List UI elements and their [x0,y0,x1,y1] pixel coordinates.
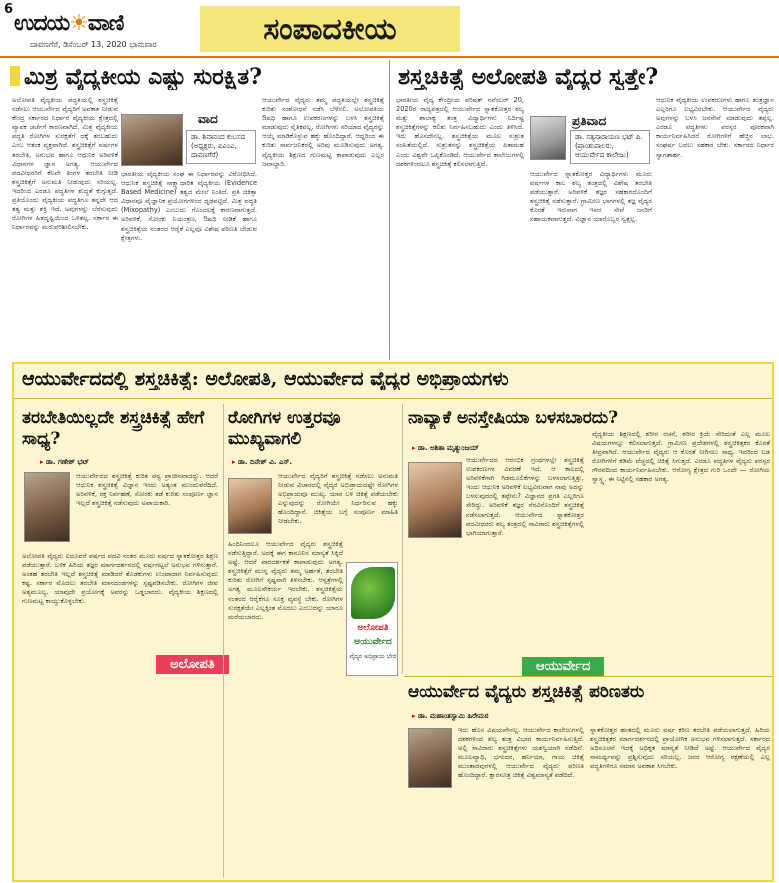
a4-headline: ಆಯುರ್ವೇದ ವೈದ್ಯರು ಶಸ್ತ್ರಚಿಕಿತ್ಸೆ ಪರಿಣತರು [408,682,645,702]
a4-body-left: ಇದು ಹೊಸ ವಿಷಯವೇನಲ್ಲ. ಆಯುರ್ವೇದ ಕಾಲೇಜುಗಳಲ್ಲಿ ದಶಕಗಳಿಂದ ಶಲ್ಯ ತಂತ್ರ ವಿಭಾಗ ಕಾರ್ಯನಿರ್ವಹಿಸುತ್ತಿದೆ. ಅಲ್ಲಿ ಸಾವಿರಾರು ಶಸ್ತ್ರಚಿಕಿತ್ಸೆಗಳು ಯಶಸ್ವಿಯಾಗಿ ನಡೆದಿವೆ. ಮೂಲವ್ಯಾಧಿ, ಭಗಂದರ, ಹರ್ನಿಯಾ, ಗಾಯ ಚಿಕಿತ್ಸೆ ಮುಂತಾದವುಗಳಲ್ಲಿ ಆಯುರ್ವೇದ ವೈದ್ಯರು ಪರಿಣತಿ ಹೊಂದಿದ್ದಾರೆ. ಕ್ಷಾರಸೂತ್ರ ಚಿಕಿತ್ಸೆ ವಿಶ್ವಮಾನ್ಯತೆ ಪಡೆದಿದೆ. [458,726,584,780]
section-banner: ಸಂಪಾದಕೀಯ [200,6,460,52]
a2-headline: ರೋಗಿಗಳ ಉತ್ತರವೂ ಮುಖ್ಯವಾಗಲಿ [228,408,341,449]
band-divider-1 [223,404,224,878]
a3-body-left: ಆಯುರ್ವೇದದ ಆರಂಭಿಕ ಗ್ರಂಥಗಳಲ್ಲೇ ಶಸ್ತ್ರಚಿಕಿತ್ಸೆ ಉಪಕರಣಗಳ ವಿವರಣೆ ಇದೆ. ಆ ಕಾಲದಲ್ಲಿ ಅರಿವಳಿಕೆಗಾಗಿ ಗಿಡಮೂಲಿಕೆಗಳನ್ನು ಬಳಸಲಾಗುತ್ತಿತ್ತು. ಇಂದು ಆಧುನಿಕ ಅರಿವಳಿಕೆ ಲಭ್ಯವಿರುವಾಗ ನಾವು ಅದನ್ನು ಬಳಸುವುದರಲ್ಲಿ ತಪ್ಪೇನು? ವಿಜ್ಞಾನದ ಪ್ರಗತಿ ಎಲ್ಲರಿಗೂ ಸೇರಿದ್ದು. ಅರಿವಳಿಕೆ ತಜ್ಞರ ನೆರವಿನೊಂದಿಗೆ ಶಸ್ತ್ರಚಿಕಿತ್ಸೆ ನಡೆಸಲಾಗುತ್ತದೆ. ಆಯುರ್ವೇದ ಸ್ನಾತಕೋತ್ತರ ಪದವೀಧರರು ಶಲ್ಯ ತಂತ್ರದಲ್ಲಿ ಸಾವಿರಾರು ಶಸ್ತ್ರಚಿಕಿತ್ಸೆಗಳಲ್ಲಿ ಭಾಗಿಯಾಗುತ್ತಾರೆ. [466,456,584,537]
author-photo-left [121,114,183,166]
a1-body: ಅಲೋಪತಿ ವೈದ್ಯರು ಐದೂವರೆ ವರ್ಷದ ಪದವಿ ನಂತರ ಮೂರು ವರ್ಷದ ಸ್ನಾತಕೋತ್ತರ ಶಿಕ್ಷಣ ಪಡೆಯುತ್ತಾರೆ. ಬಳಿಕ ಹಿರಿಯ ತಜ್ಞರ ಮಾರ್ಗದರ್ಶನದಲ್ಲಿ ವರ್ಷಗಟ್ಟಲೆ ಅನುಭವ ಗಳಿಸುತ್ತಾರೆ. ಅಂತಹ ತರಬೇತಿ ಇಲ್ಲದೆ ಶಸ್ತ್ರಚಿಕಿತ್ಸೆ ಮಾಡಿದರೆ ತೊಡಕುಗಳು ಉಂಟಾದಾಗ ನಿರ್ವಹಿಸುವುದು ಕಷ್ಟ. ಸರ್ಕಾರ ಮೊದಲು ತರಬೇತಿ ಮಾನದಂಡಗಳನ್ನು ಸ್ಪಷ್ಟಪಡಿಸಬೇಕು. ರೋಗಿಗಳ ಜೀವ ಅತ್ಯಮೂಲ್ಯ. ಯಾವುದೇ ಪ್ರಯೋಗಕ್ಕೆ ಅವರನ್ನು ಒಡ್ಡಬಾರದು. ವೈದ್ಯಕೀಯ ಶಿಕ್ಷಣದಲ್ಲಿ ಗುಣಮಟ್ಟ ಕಾಯ್ದುಕೊಳ್ಳಬೇಕು. [22,552,218,606]
herb-leaf-icon [351,567,395,619]
band-title: ಆಯುರ್ವೇದದಲ್ಲಿ ಶಸ್ತ್ರಚಿಕಿತ್ಸೆ: ಅಲೋಪತಿ, ಆಯುರ್ವೇದ ವೈದ್ಯರ ಅಭಿಪ್ರಾಯಗಳು [22,368,509,390]
right-article-col-1: ಭಾರತೀಯ ವೈದ್ಯ ಕೇಂದ್ರೀಯ ಪರಿಷತ್ ನವೆಂಬರ್ 20, 2020ರ ರಾಜ್ಯಪತ್ರದಲ್ಲಿ ಆಯುರ್ವೇದ ಸ್ನಾತಕೋತ್ತರ ಶಲ್ಯ ಮತ್ತು ಶಾಲಾಕ್ಯ ತಂತ್ರ ವಿದ್ಯಾರ್ಥಿಗಳು ನಿರ್ದಿಷ್ಟ ಶಸ್ತ್ರಚಿಕಿತ್ಸೆಗಳನ್ನು ಕಲಿತು ನಿರ್ವಹಿಸಬಹುದು ಎಂದು ತಿಳಿಸಿದೆ. ಇದು ಹೊಸದೇನಲ್ಲ. ಶಸ್ತ್ರಚಿಕಿತ್ಸೆಯ ಮೂಲ ಸುಶ್ರುತ ಸಂಹಿತೆಯಲ್ಲಿದೆ. ಸುಶ್ರುತನನ್ನು ಶಸ್ತ್ರಚಿಕಿತ್ಸೆಯ ಪಿತಾಮಹ ಎಂದು ವಿಶ್ವವೇ ಒಪ್ಪಿಕೊಂಡಿದೆ. ಆಯುರ್ವೇದ ಕಾಲೇಜುಗಳಲ್ಲಿ ದಶಕಗಳಿಂದಲೂ ಶಸ್ತ್ರಚಿಕಿತ್ಸೆ ಕಲಿಸಲಾಗುತ್ತಿದೆ. [396,96,524,168]
a2-body-top: ಆಯುರ್ವೇದ ವೈದ್ಯರಿಗೆ ಶಸ್ತ್ರಚಿಕಿತ್ಸೆ ನಡೆಸಲು ಅನುಮತಿ ನೀಡುವ ವಿಚಾರದಲ್ಲಿ ವೈದ್ಯರ ಅಭಿಪ್ರಾಯದಷ್ಟೇ ರೋಗಿಗಳ ಅಭಿಪ್ರಾಯವೂ ಮುಖ್ಯ. ಯಾರ ಬಳಿ ಚಿಕಿತ್ಸೆ ಪಡೆಯಬೇಕು ಎನ್ನುವುದನ್ನು ರೋಗಿಯೇ ನಿರ್ಧರಿಸುವ ಹಕ್ಕು ಹೊಂದಿದ್ದಾನೆ. ಚಿಕಿತ್ಸೆಯ ಬಗ್ಗೆ ಸಂಪೂರ್ಣ ಮಾಹಿತಿ ನೀಡಬೇಕು. [278,472,398,526]
a1-author-photo [24,472,70,542]
newspaper-logo [14,10,123,36]
a4-byline: ▸ ಡಾ. ಮಹಾಂತಸ್ವಾಮಿ ಹಿರೇಮಠ [412,712,489,721]
left-headline: ಮಿಶ್ರ ವೈದ್ಯಕೀಯ ಎಷ್ಟು ಸುರಕ್ಷಿತ? [24,64,262,90]
page-number: 6 [4,2,14,17]
logo-part-2: ವಾಣಿ [87,10,124,36]
a2-byline: ▸ ಡಾ. ದಿನೇಶ್ ವಿ. ಎಸ್. [232,458,292,467]
left-article-col-1: ಅಲೋಪತಿ ವೈದ್ಯಕೀಯ ಪದ್ಧತಿಯಲ್ಲಿ ಶಸ್ತ್ರಚಿಕಿತ್ಸೆ ನಡೆಸಲು ಆಯುರ್ವೇದ ವೈದ್ಯರಿಗೆ ಅವಕಾಶ ನೀಡುವ ಕೇಂದ್ರ ಸರ್ಕಾರದ ನಿರ್ಧಾರ ವೈದ್ಯಕೀಯ ಕ್ಷೇತ್ರದಲ್ಲಿ ವ್ಯಾಪಕ ಚರ್ಚೆಗೆ ಕಾರಣವಾಗಿದೆ. ಮಿಶ್ರ ವೈದ್ಯಕೀಯ ಪದ್ಧತಿ ರೋಗಿಗಳ ಸುರಕ್ಷತೆಗೆ ಧಕ್ಕೆ ತರಬಹುದು ಎಂಬ ಆತಂಕ ವ್ಯಕ್ತವಾಗಿದೆ. ಶಸ್ತ್ರಚಿಕಿತ್ಸೆಗೆ ವರ್ಷಗಳ ತರಬೇತಿ, ಅನುಭವ ಹಾಗೂ ಆಧುನಿಕ ಅರಿವಳಿಕೆ ವಿಧಾನಗಳ ಜ್ಞಾನ ಅಗತ್ಯ. ಆಯುರ್ವೇದ ಪದವೀಧರರಿಗೆ ಕೆಲವೇ ತಿಂಗಳ ತರಬೇತಿ ನೀಡಿ ಶಸ್ತ್ರಚಿಕಿತ್ಸೆಗೆ ಅನುಮತಿ ನೀಡುವುದು ಸರಿಯಲ್ಲ. ಇದರಿಂದ ಎರಡೂ ಪದ್ಧತಿಗಳ ಶುದ್ಧತೆ ಕುಗ್ಗುತ್ತದೆ. ಪ್ರತಿಯೊಂದು ವೈದ್ಯಕೀಯ ಪದ್ಧತಿಗೂ ತನ್ನದೇ ಆದ ತತ್ವ ಮತ್ತು ಶಕ್ತಿ ಇದೆ. ಅವುಗಳನ್ನು ಬೆರೆಸುವುದು ರೋಗಿಗಳ ಹಿತದೃಷ್ಟಿಯಿಂದ ಒಳಿತಲ್ಲ. ಸರ್ಕಾರ ಈ ನಿರ್ಧಾರವನ್ನು ಮರುಪರಿಶೀಲಿಸಬೇಕು. [12,96,118,232]
a2-body: ಹಿಂದಿನಿಂದಲೂ ಆಯುರ್ವೇದ ವೈದ್ಯರು ಶಸ್ತ್ರಚಿಕಿತ್ಸೆ ನಡೆಸುತ್ತಿದ್ದಾರೆ. ಅದಕ್ಕೆ ಈಗ ಕಾನೂನಿನ ಮಾನ್ಯತೆ ಸಿಕ್ಕಿದೆ ಅಷ್ಟೆ. ಆದರೆ ಪಾರದರ್ಶಕತೆ ಕಾಪಾಡುವುದು ಅಗತ್ಯ. ಶಸ್ತ್ರಚಿಕಿತ್ಸೆಗೆ ಮುನ್ನ ವೈದ್ಯರು ತಮ್ಮ ಅರ್ಹತೆ, ತರಬೇತಿ ಕುರಿತು ರೋಗಿಗೆ ಸ್ಪಷ್ಟವಾಗಿ ತಿಳಿಸಬೇಕು. ಆಸ್ಪತ್ರೆಗಳಲ್ಲಿ ಅಗತ್ಯ ಮೂಲಸೌಕರ್ಯ ಇರಬೇಕು. ಶಸ್ತ್ರಚಿಕಿತ್ಸೆಯ ನಂತರದ ಆರೈಕೆಗೂ ಸೂಕ್ತ ವ್ಯವಸ್ಥೆ ಬೇಕು. ರೋಗಿಗಳ ಸುರಕ್ಷತೆಯೇ ಎಲ್ಲಕ್ಕಿಂತ ಮೊದಲು ಎಂಬುದನ್ನು ಯಾರೂ ಮರೆಯಬಾರದು. [228,540,343,621]
masthead-rule [0,56,779,58]
a1-body-top: ಆಯುರ್ವೇದದ ಶಸ್ತ್ರಚಿಕಿತ್ಸೆ ಕುರಿತ ಪಠ್ಯ ಪ್ರಾಚೀನವಾದದ್ದು. ಆದರೆ ಆಧುನಿಕ ಶಸ್ತ್ರಚಿಕಿತ್ಸೆ ವಿಜ್ಞಾನ ಇಂದು ಅತ್ಯಂತ ಮುಂದುವರೆದಿದೆ. ಅರಿವಳಿಕೆ, ರಕ್ತ ನಿರ್ವಹಣೆ, ಸೋಂಕು ತಡೆ ಕುರಿತು ಸಂಪೂರ್ಣ ಜ್ಞಾನ ಇಲ್ಲದೆ ಶಸ್ತ್ರಚಿಕಿತ್ಸೆ ನಡೆಸುವುದು ಅಪಾಯಕಾರಿ. [76,472,218,508]
stance-label-vada: ವಾದ [198,112,218,126]
column-divider [389,60,390,360]
left-article-col-2: ಭಾರತೀಯ ವೈದ್ಯಕೀಯ ಸಂಘ ಈ ನಿರ್ಧಾರವನ್ನು ವಿರೋಧಿಸಿದೆ. ಆಧುನಿಕ ಶಸ್ತ್ರಚಿಕಿತ್ಸೆ ಸಾಕ್ಷ್ಯಾಧಾರಿತ ವೈದ್ಯಕೀಯ (Evidence Based Medicine) ತತ್ವದ ಮೇಲೆ ನಿಂತಿದೆ. ಪ್ರತಿ ಚಿಕಿತ್ಸಾ ವಿಧಾನವೂ ವೈಜ್ಞಾನಿಕ ಪ್ರಯೋಗಗಳಿಂದ ದೃಢಪಟ್ಟಿದೆ. ಮಿಶ್ರ ಪದ್ಧತಿ (Mixopathy) ಎಂಬುದು ಗೊಂದಲಕ್ಕೆ ಕಾರಣವಾಗುತ್ತದೆ. ಅರಿವಳಿಕೆ, ಸೋಂಕು ನಿಯಂತ್ರಣ, ಔಷಧಿ ನೀಡಿಕೆ ಹಾಗೂ ಶಸ್ತ್ರಚಿಕಿತ್ಸೆಯ ನಂತರದ ಆರೈಕೆ ಎಲ್ಲವೂ ವಿಶೇಷ ಪರಿಣತಿ ಬೇಡುವ ಕ್ಷೇತ್ರಗಳು. [121,170,257,242]
tag-allopathy: ಅಲೋಪತಿ [156,655,229,674]
a3-body-right: ವೈದ್ಯಕೀಯ ಶಿಕ್ಷಣದಲ್ಲಿ ಶರೀರ ರಚನೆ, ಶರೀರ ಕ್ರಿಯೆ ಸೇರಿದಂತೆ ಎಲ್ಲ ಮೂಲ ವಿಷಯಗಳನ್ನೂ ಕಲಿಸಲಾಗುತ್ತದೆ. ಗ್ರಾಮೀಣ ಪ್ರದೇಶಗಳಲ್ಲಿ ಶಸ್ತ್ರಚಿಕಿತ್ಸಕರ ಕೊರತೆ ತೀವ್ರವಾಗಿದೆ. ಆಯುರ್ವೇದ ವೈದ್ಯರು ಆ ಕೊರತೆ ನೀಗಿಸಲು ಸಾಧ್ಯ. ಇದರಿಂದ ಬಡ ರೋಗಿಗಳಿಗೆ ಕಡಿಮೆ ವೆಚ್ಚದಲ್ಲಿ ಚಿಕಿತ್ಸೆ ಸಿಗುತ್ತದೆ. ಎರಡೂ ಪದ್ಧತಿಗಳ ವೈದ್ಯರು ಪರಸ್ಪರ ಗೌರವದಿಂದ ಕಾರ್ಯನಿರ್ವಹಿಸಬೇಕು. ಆರೋಗ್ಯ ಕ್ಷೇತ್ರದ ಗುರಿ ಒಂದೇ — ರೋಗಿಯ ಸ್ವಾಸ್ಥ್ಯ. ಈ ನಿಟ್ಟಿನಲ್ಲಿ ಸಹಕಾರ ಅಗತ್ಯ. [592,430,770,484]
left-article-col-3: ಆಯುರ್ವೇದ ವೈದ್ಯರು ತಮ್ಮ ಪದ್ಧತಿಯಲ್ಲೇ ಶಸ್ತ್ರಚಿಕಿತ್ಸೆ ಕುರಿತು ಸಂಶೋಧನೆ ನಡೆಸಿ ಬೆಳೆಸಲಿ. ಅಲೋಪತಿಯ ಔಷಧಿ ಹಾಗೂ ಉಪಕರಣಗಳನ್ನು ಬಳಸಿ ಶಸ್ತ್ರಚಿಕಿತ್ಸೆ ಮಾಡುವುದು ನೈತಿಕವಲ್ಲ. ರೋಗಿಗಳು ಸರಿಯಾದ ವೈದ್ಯರನ್ನು ಆಯ್ಕೆ ಮಾಡಿಕೊಳ್ಳುವ ಹಕ್ಕು ಹೊಂದಿದ್ದಾರೆ. ಆದ್ದರಿಂದ ಈ ಕುರಿತು ಸಾರ್ವಜನಿಕರಲ್ಲಿ ಅರಿವು ಮೂಡಿಸುವುದು ಅಗತ್ಯ. ವೈದ್ಯಕೀಯ ಶಿಕ್ಷಣದ ಗುಣಮಟ್ಟ ಕಾಪಾಡುವುದು ಎಲ್ಲರ ಜವಾಬ್ದಾರಿ. [262,96,384,168]
a1-headline: ತರಬೇತಿಯಿಲ್ಲದೇ ಶಸ್ತ್ರಚಿಕಿತ್ಸೆ ಹೇಗೆ ಸಾಧ್ಯ? [22,408,205,449]
logo-sun-icon: ☀ [69,10,88,36]
a4-rule [404,676,772,677]
tag-ayurveda: ಆಯುರ್ವೇದ [522,657,604,676]
stance-label-prativada: ಪ್ರತಿವಾದ [572,114,607,128]
a3-body-top [466,456,584,540]
allopathy-ayurveda-logo-card [346,562,398,676]
a4-body-right: ಸ್ನಾತಕೋತ್ತರ ಹಂತದಲ್ಲಿ ಮೂರು ವರ್ಷ ಕಠಿಣ ತರಬೇತಿ ಪಡೆಯಲಾಗುತ್ತದೆ. ಹಿರಿಯ ಶಸ್ತ್ರಚಿಕಿತ್ಸಕರ ಮಾರ್ಗದರ್ಶನದಲ್ಲಿ ಪ್ರಾಯೋಗಿಕ ಅನುಭವ ಗಳಿಸಲಾಗುತ್ತದೆ. ಸರ್ಕಾರದ ಅಧಿಸೂಚನೆ ಇದಕ್ಕೆ ಅಧಿಕೃತ ಮಾನ್ಯತೆ ನೀಡಿದೆ ಅಷ್ಟೆ. ಆಯುರ್ವೇದ ವೈದ್ಯರ ಸಾಮರ್ಥ್ಯವನ್ನು ಪ್ರಶ್ನಿಸುವುದು ಸರಿಯಲ್ಲ. ಜನರ ಆರೋಗ್ಯ ರಕ್ಷಣೆಯಲ್ಲಿ ಎಲ್ಲ ಪದ್ಧತಿಗಳಿಗೂ ಸಮಾನ ಅವಕಾಶ ಸಿಗಬೇಕು. [590,726,770,771]
a1-byline: ▸ ಡಾ. ಗಣೇಶ್ ಭಟ್ [40,458,89,467]
dateline: ದಾವಣಗೆರೆ, ಡಿಸೆಂಬರ್ 13, 2020 ಭಾನುವಾರ [30,40,157,49]
band-divider-2 [402,404,403,674]
a4-author-photo [408,728,452,788]
right-article-col-2: ಆಯುರ್ವೇದ ಸ್ನಾತಕೋತ್ತರ ವಿದ್ಯಾರ್ಥಿಗಳು ಮೂರು ವರ್ಷಗಳ ಕಾಲ ಶಲ್ಯ ತಂತ್ರದಲ್ಲಿ ವಿಶೇಷ ತರಬೇತಿ ಪಡೆಯುತ್ತಾರೆ. ಅರಿವಳಿಕೆ ತಜ್ಞರ ಸಹಕಾರದೊಂದಿಗೆ ಶಸ್ತ್ರಚಿಕಿತ್ಸೆ ನಡೆಸುತ್ತಾರೆ. ಗ್ರಾಮೀಣ ಭಾಗಗಳಲ್ಲಿ ತಜ್ಞ ವೈದ್ಯರ ಕೊರತೆ ಇರುವಾಗ ಇವರ ಸೇವೆ ಜನರಿಗೆ ಸಹಾಯಕವಾಗುತ್ತದೆ. ವಿಜ್ಞಾನ ಯಾರೊಬ್ಬರ ಸ್ವತ್ತಲ್ಲ. [530,170,652,224]
right-article-col-3: ಆಧುನಿಕ ವೈದ್ಯಕೀಯ ಉಪಕರಣಗಳು ಹಾಗೂ ತಂತ್ರಜ್ಞಾನ ಎಲ್ಲರಿಗೂ ಲಭ್ಯವಿರಬೇಕು. ಆಯುರ್ವೇದ ವೈದ್ಯರು ಅವುಗಳನ್ನು ಬಳಸಿ ಜನಸೇವೆ ಮಾಡುವುದು ತಪ್ಪಲ್ಲ. ಎರಡೂ ಪದ್ಧತಿಗಳು ಪರಸ್ಪರ ಪೂರಕವಾಗಿ ಕಾರ್ಯನಿರ್ವಹಿಸಿದರೆ ರೋಗಿಗಳಿಗೆ ಹೆಚ್ಚಿನ ಲಾಭ. ಸಂಘರ್ಷ ಬದಲು ಸಹಕಾರ ಬೇಕು. ಸರ್ಕಾರದ ನಿರ್ಧಾರ ಸ್ವಾಗತಾರ್ಹ. [656,96,774,159]
logo-caption: ವೈದ್ಯರ ಅಭಿಪ್ರಾಯ ಭೇದ [349,653,397,660]
a3-byline: ▸ ಡಾ. ಅಶಿತಾ ಮೃತ್ಯುಂಜಯ್ [412,444,479,453]
byline-left: ಡಾ. ಶಿವಾನಂದ ಕುಬಸದ (ಅಧ್ಯಕ್ಷರು, ಐಎಂಎ, ದಾವಣಗೆರೆ) [186,130,256,164]
masthead [0,0,779,58]
a3-headline: ನಾವ್ಯಾಕೆ ಅನಸ್ತೇಷಿಯಾ ಬಳಸಬಾರದು? [408,408,619,428]
logo-word-allopathy: ಅಲೋಪತಿ [357,623,389,633]
right-headline: ಶಸ್ತ್ರಚಿಕಿತ್ಸೆ ಅಲೋಪತಿ ವೈದ್ಯರ ಸ್ವತ್ತೇ? [398,64,659,90]
author-photo-right [530,116,566,160]
a3-author-photo [408,462,462,538]
band-rule [14,398,772,399]
logo-part-1: ಉದಯ [14,10,70,36]
headline-marker-icon [10,66,20,86]
byline-right: ಡಾ. ಸತ್ಯನಾರಾಯಣ ಭಟ್ ಪಿ. (ಪ್ರಾಂಶುಪಾಲರು, ಆಯುರ್ವೇದ ಕಾಲೇಜು) [570,130,650,164]
logo-word-ayurveda: ಆಯುರ್ವೇದ [354,637,392,647]
a2-author-photo [228,478,272,534]
